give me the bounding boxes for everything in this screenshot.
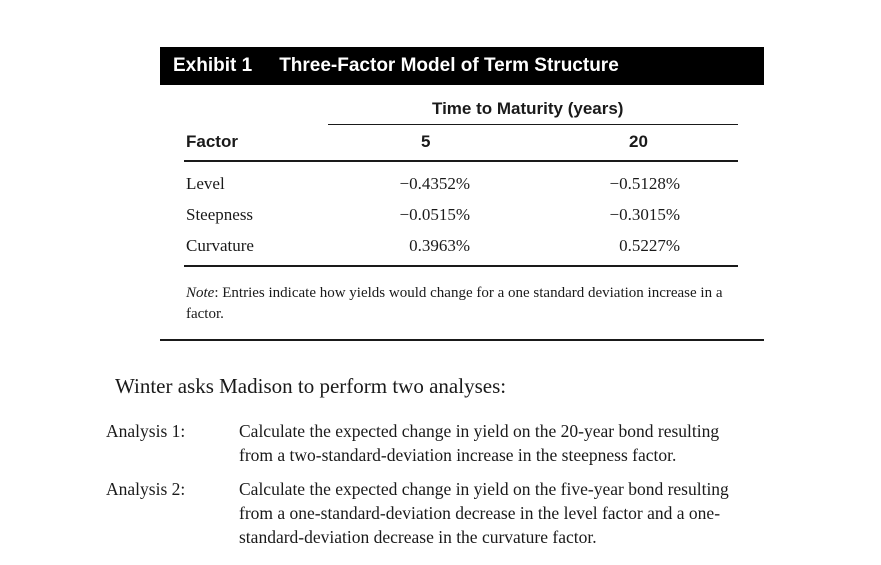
exhibit-number: Exhibit 1 <box>173 55 253 76</box>
exhibit-header <box>160 47 764 85</box>
group-header-rule <box>328 124 738 125</box>
row-value-5: −0.4352% <box>399 174 470 193</box>
row-value-5: −0.0515% <box>399 205 470 224</box>
analysis-2-line: from a one-standard-deviation decrease in the level factor and a one- <box>239 503 721 523</box>
analysis-2-line: standard-deviation decrease in the curvature factor. <box>239 527 597 547</box>
analysis-2-text <box>239 477 839 549</box>
row-factor: Level <box>186 174 225 193</box>
exhibit-bottom-rule <box>160 339 764 341</box>
exhibit-title: Three-Factor Model of Term Structure <box>279 55 619 76</box>
note-text: : Entries indicate how yields would change for a one standard deviation increase in a factor. <box>186 285 723 322</box>
column-header-20: 20 <box>629 132 648 151</box>
row-factor: Steepness <box>186 205 254 224</box>
intro-text: Winter asks Madison to perform two analyses: <box>115 374 507 398</box>
row-value-20: −0.3015% <box>609 205 680 224</box>
row-value-20: 0.5227% <box>619 236 680 255</box>
row-factor: Curvature <box>186 236 254 255</box>
analysis-1-line: Calculate the expected change in yield on the 20-year bond resulting <box>239 421 720 441</box>
analysis-1-text <box>239 419 839 467</box>
table-bottom-rule <box>184 265 738 267</box>
analysis-1-label: Analysis 1: <box>106 421 186 441</box>
analysis-1-line: from a two-standard-deviation increase in the steepness factor. <box>239 445 677 465</box>
group-header: Time to Maturity (years) <box>432 99 624 118</box>
header-rule <box>184 160 738 162</box>
analysis-2-label: Analysis 2: <box>106 479 186 499</box>
row-value-5: 0.3963% <box>409 236 470 255</box>
note-label: Note <box>186 285 215 301</box>
column-header-5: 5 <box>421 132 431 151</box>
factor-header: Factor <box>186 132 238 151</box>
table-note <box>186 283 756 325</box>
row-value-20: −0.5128% <box>609 174 680 193</box>
analysis-2-line: Calculate the expected change in yield on the five-year bond resulting <box>239 479 729 499</box>
